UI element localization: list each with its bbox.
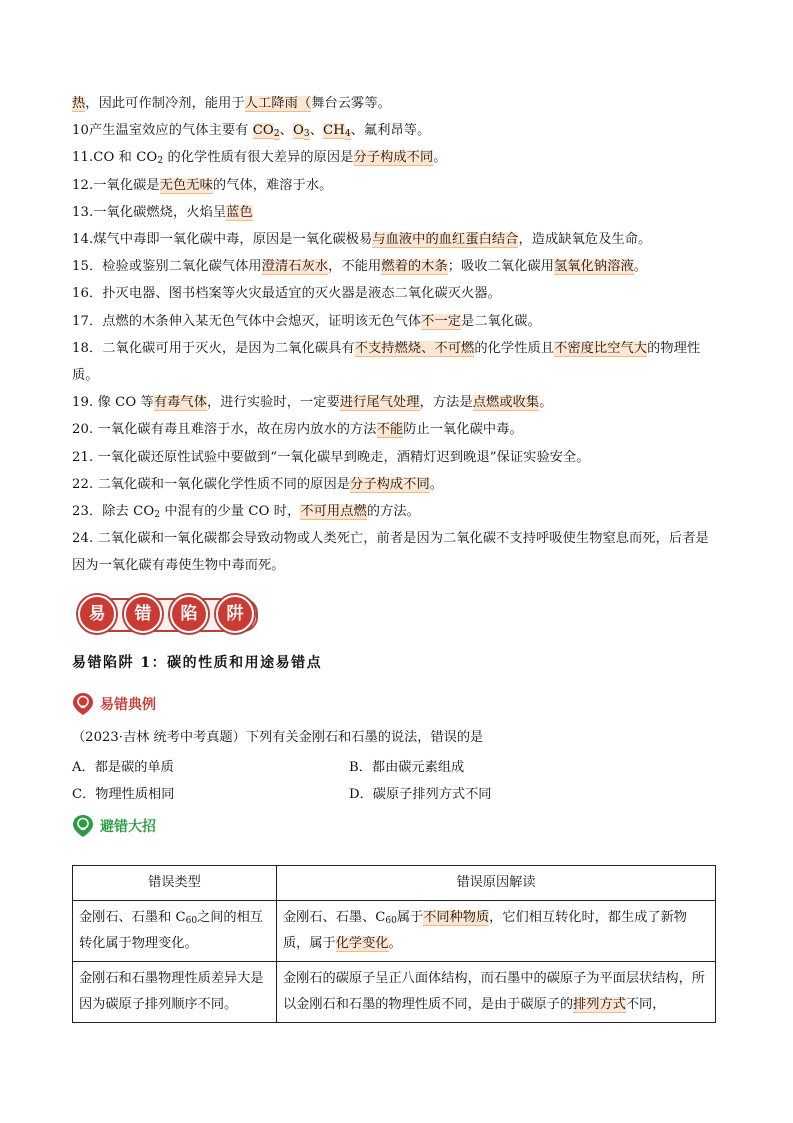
example-label-text: 易错典例 (100, 697, 156, 713)
list-item (72, 416, 722, 443)
list-item (72, 144, 722, 171)
table-row (73, 962, 716, 1023)
list-item (72, 525, 722, 579)
bulb-pin-icon (72, 692, 94, 716)
header-error-type: 错误类型 (73, 866, 277, 901)
error-type-cell (73, 901, 277, 962)
subscript-text: 2 (154, 510, 161, 521)
text-segment: 舞台云雾等。 (311, 96, 391, 111)
highlighted-text: 蓝色 (226, 204, 253, 220)
subscript-text: 60 (385, 916, 397, 926)
text-segment: 金刚石、石墨和 C (79, 910, 186, 925)
text-segment: 16．扑灭电器、图书档案等火灾最适宜的灭火器是液态二氧化碳灭火器。 (72, 286, 501, 302)
text-segment: 。 (633, 259, 648, 275)
text-segment: 20. 一氧化碳有毒且难溶于水，故在房内放水的方法 (72, 422, 377, 438)
option-b: B．都由碳元素组成 (349, 760, 465, 775)
text-segment: 17．点燃的木条伸入某无色气体中会熄灭，证明该无色气体 (72, 313, 422, 329)
highlighted-text: 化学变化 (335, 936, 389, 951)
text-segment: 19. 像 CO 等 (72, 395, 154, 411)
list-item (72, 471, 722, 498)
highlighted-text: CH (323, 123, 345, 139)
text-segment: 的物理性质。 (72, 340, 701, 384)
text-segment: 13.一氧化碳燃烧，火焰呈 (72, 204, 227, 220)
question-stem: （2023·吉林 统考中考真题）下列有关金刚石和石墨的说法，错误的是 (72, 730, 484, 745)
text-segment: 之间的相互转化属于物理变化。 (79, 910, 263, 951)
error-reason-cell (277, 901, 716, 962)
list-item (72, 280, 722, 307)
text-segment: 15．检验或鉴别二氧化碳气体用 (72, 259, 262, 275)
subscript-text: 2 (157, 156, 164, 167)
list-item (72, 444, 722, 471)
text-segment: 。 (388, 936, 402, 951)
highlighted-text: 进行尾气处理 (339, 395, 420, 411)
text-segment: 中混有的少量 CO 时， (160, 504, 301, 520)
text-segment: 防止一氧化碳中毒。 (403, 422, 523, 438)
option-a: A．都是碳的单质 (72, 760, 174, 775)
text-segment: 22. 二氧化碳和一氧化碳化学性质不同的原因是 (72, 476, 351, 492)
banner-char: 阱 (216, 595, 254, 633)
text-segment: ；吸收二氧化碳用 (447, 259, 555, 275)
highlighted-text: 不支持燃烧、不可燃 (354, 340, 475, 356)
list-item (72, 172, 722, 199)
banner-char: 易 (78, 595, 116, 633)
error-table (72, 865, 716, 1023)
text-segment: 金刚石和石墨物理性质差异大是因为碳原子排列顺序不同。 (79, 971, 264, 1012)
text-segment: 23．除去 CO (72, 504, 155, 520)
highlighted-text: 有毒气体 (153, 395, 207, 411)
highlighted-text: 氢氧化钠溶液 (554, 259, 634, 275)
list-item (72, 498, 722, 525)
text-segment: 金刚石、石墨、C (283, 910, 386, 925)
text-segment: 是二氧化碳。 (461, 313, 541, 329)
text-segment: 属于 (396, 910, 424, 925)
text-segment: ，它们相互转化时，都生成了新物质，属于 (283, 910, 687, 951)
text-segment: 14.煤气中毒即一氧化碳中毒，原因是一氧化碳极易 (72, 232, 373, 248)
list-item (72, 308, 722, 335)
error-reason-cell (277, 962, 716, 1023)
text-segment: 、 (309, 123, 324, 139)
text-segment: 、 (279, 123, 293, 139)
error-trap-banner (78, 595, 268, 631)
text-segment: 的方法。 (366, 504, 420, 520)
highlighted-text: 不一定 (421, 313, 462, 329)
subscript-text: 3 (303, 129, 310, 140)
text-segment: 金刚石的碳原子呈正八面体结构，而石墨中的碳原子为平面层状结构，所以金刚石和石墨的物理性质不同，是由于碳原子的 (283, 971, 705, 1012)
highlighted-text: 人工降雨（ (244, 96, 312, 111)
highlighted-text: 燃着的木条 (381, 259, 448, 275)
text-segment: 11.CO 和 CO (72, 150, 158, 166)
text-segment: ，造成缺氧危及生命。 (518, 232, 652, 248)
text-segment: 。 (429, 476, 444, 492)
list-item (72, 199, 722, 226)
list-item (72, 253, 722, 280)
text-segment: 、氟利昂等。 (350, 123, 431, 139)
highlighted-text: 澄清石灰水 (261, 259, 329, 275)
highlighted-text: 排列方式 (573, 997, 626, 1012)
highlighted-text: 与血液中的血红蛋白结合 (372, 232, 519, 248)
text-segment: ，方法是 (419, 395, 473, 411)
list-item (72, 389, 722, 416)
banner-char: 陷 (170, 595, 208, 633)
text-segment: 18．二氧化碳可用于灭火，是因为二氧化碳具有 (72, 340, 355, 356)
text-segment: 12.一氧化碳是 (72, 177, 160, 193)
option-c: C．物理性质相同 (72, 787, 175, 802)
list-item (72, 335, 722, 389)
highlighted-text: 无色无味 (159, 177, 213, 193)
list-item (72, 226, 722, 253)
highlighted-text: 不可用点燃 (300, 504, 367, 520)
text-segment: ，因此可作制冷剂，能用于 (85, 96, 245, 111)
table-header-row (73, 866, 716, 901)
header-error-reason: 错误原因解读 (277, 866, 716, 901)
text-segment: 。 (539, 395, 553, 411)
text-segment: 21. 一氧化碳还原性试验中要做到“一氧化碳早到晚走，酒精灯迟到晚退”保证实验安全。 (72, 449, 590, 465)
bulb-pin-icon (72, 814, 94, 838)
highlighted-text: 点燃或收集 (472, 395, 540, 411)
table-row (73, 901, 716, 962)
subscript-text: 4 (344, 129, 351, 140)
list-item (72, 90, 722, 117)
subscript-text: 60 (185, 916, 198, 926)
highlighted-text: 不能 (376, 422, 404, 438)
error-type-cell (73, 962, 277, 1023)
text-segment: ，不能用 (328, 259, 382, 275)
highlighted-text: CO (252, 123, 274, 139)
tips-label-text: 避错大招 (100, 819, 156, 835)
trap-title: 易错陷阱 1：碳的性质和用途易错点 (72, 655, 323, 671)
highlighted-text: 分子构成不同 (353, 150, 434, 166)
highlighted-text: O (292, 123, 304, 139)
highlighted-text: 不同种物质 (423, 910, 490, 925)
highlighted-text: 分子构成不同 (350, 476, 430, 492)
text-segment: ，进行实验时，一定要 (206, 395, 340, 411)
text-segment: 。 (433, 150, 447, 166)
list-item (72, 117, 722, 144)
text-segment: 的化学性质有很大差异的原因是 (163, 150, 354, 166)
text-segment: 不同， (625, 997, 666, 1012)
text-segment: 的化学性质且 (474, 340, 555, 356)
text-segment: 24. 二氧化碳和一氧化碳都会导致动物或人类死亡，前者是因为二氧化碳不支持呼吸使生物窒息而死，后者是因为一氧化碳有毒使生物中毒而死。 (72, 531, 709, 574)
highlighted-text: 热 (72, 96, 86, 111)
text-segment: 10产生温室效应的气体主要有 (72, 123, 253, 139)
option-d: D．碳原子排列方式不同 (349, 787, 492, 802)
subscript-text: 2 (273, 129, 280, 140)
knowledge-list (72, 90, 722, 580)
banner-char: 错 (124, 595, 162, 633)
highlighted-text: 不密度比空气大 (554, 340, 648, 356)
text-segment: 的气体，难溶于水。 (212, 177, 333, 193)
